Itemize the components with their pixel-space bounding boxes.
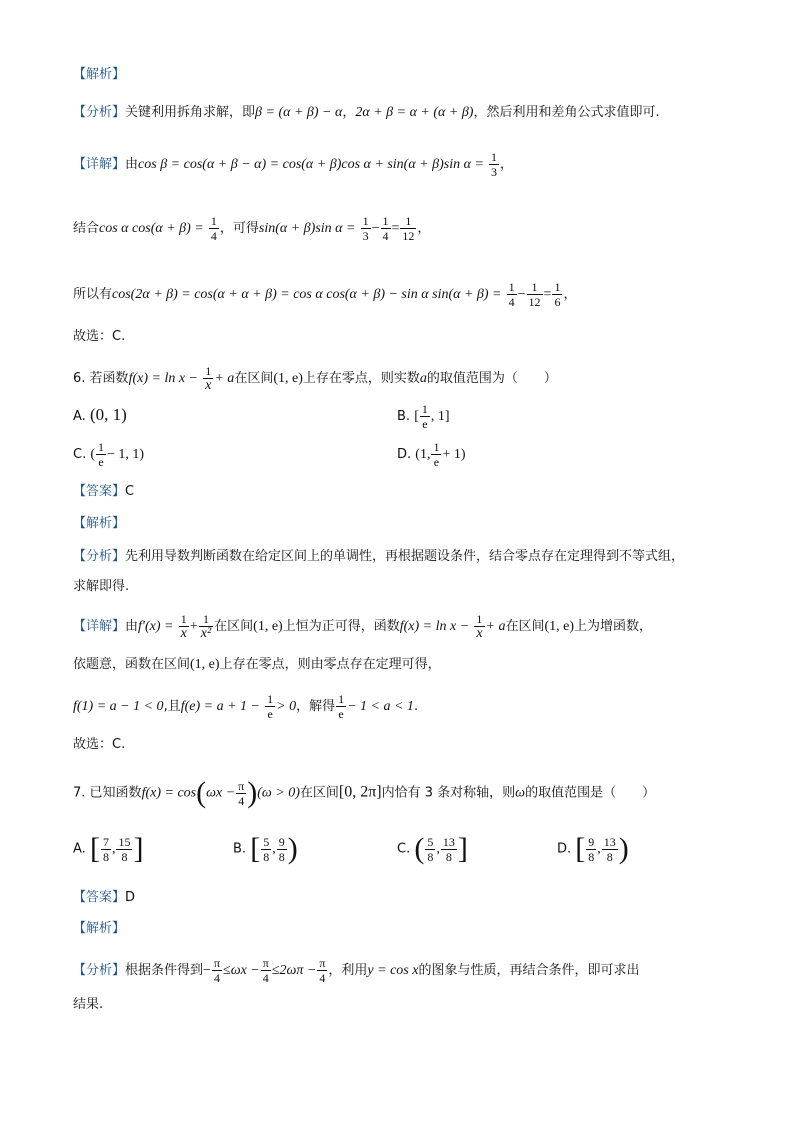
q7-analysis-line2: 结果. <box>73 997 104 1012</box>
q7-option-a: A. [ $\frac{7}{8}$ , $\frac{15}{8}$ ] <box>73 832 144 865</box>
q7-analysis-line1: 【分析】根据条件得到− $\frac{\pi}{4}$ ≤ωx − $\frac{\pi}{4}$ ≤2ωπ − $\frac{\pi}{4}$ ，利用y = cos x的图象与性质，再结合条件，即可求出 <box>73 956 640 985</box>
q6-option-a: A. (0, 1) <box>73 405 127 424</box>
q6-option-d: D. (1, $\frac{1}{e}$ + 1) <box>397 440 466 469</box>
q5-jiexi-tag: 【解析】 <box>73 67 126 82</box>
q7-stem: 7. 已知函数f(x) = cos(ωx − $\frac{\pi}{4}$ )(ω > 0)在区间[0, 2π]内恰有 3 条对称轴，则ω的取值范围是（ ） <box>73 776 656 809</box>
q7-jiexi-tag: 【解析】 <box>73 921 126 936</box>
q6-choose: 故选：C. <box>73 737 126 752</box>
q5-detail-line2: 结合cos α cos(α + β) = $\frac{1}{4}$ ，可得sin(α + β)sin α = $\frac{1}{3}$ − $\frac{1}{4}$ = $\frac{1}{12}$ ， <box>73 214 431 243</box>
q7-option-b: B. [ $\frac{5}{8}$ , $\frac{9}{8}$ ) <box>233 832 298 865</box>
q6-jiexi-tag: 【解析】 <box>73 516 126 531</box>
q6-stem: 6. 若函数f(x) = ln x − $\frac{1}{x}$ + a在区间(1, e)上存在零点，则实数a的取值范围为（ ） <box>73 364 557 393</box>
q5-detail-line3: 所以有cos(2α + β) = cos(α + α + β) = cos α cos(α + β) − sin α sin(α + β) = $\frac{1}{4}$ − $\frac{1}{12}$ = $\frac{1}{6}$ ， <box>73 280 577 309</box>
q7-option-d: D. [ $\frac{9}{8}$ , $\frac{13}{8}$ ) <box>557 832 629 865</box>
q6-answer: 【答案】C <box>73 484 135 499</box>
q6-detail-line3: f(1) = a − 1 < 0,且f(e) = a + 1 − $\frac{1}{e}$ > 0，解得 $\frac{1}{e}$ − 1 < a < 1. <box>73 692 419 721</box>
q6-option-c: C. ( $\frac{1}{e}$ − 1, 1) <box>73 440 145 469</box>
q7-option-c: C. ( $\frac{5}{8}$ , $\frac{13}{8}$ ] <box>397 832 468 865</box>
q6-detail-line1: 【详解】由f′(x) = $\frac{1}{x}$ + $\frac{1}{\text{x²}}$ 在区间(1, e)上恒为正可得，函数f(x) = ln x − $\frac{1}{x}$ + a在区间(1, e)上为增函数， <box>73 612 653 641</box>
q6-analysis-line1: 【分析】先利用导数判断函数在给定区间上的单调性，再根据题设条件，结合零点存在定理得到不等式组， <box>73 549 685 564</box>
q5-detail-line1: 【详解】由cos β = cos(α + β − α) = cos(α + β)cos α + sin(α + β)sin α = $\frac{1}{3}$ ， <box>73 150 514 179</box>
q6-detail-line2: 依题意，函数在区间(1, e)上存在零点，则由零点存在定理可得， <box>73 657 441 672</box>
q5-analysis: 【分析】关键利用拆角求解，即β = (α + β) − α，2α + β = α + (α + β)，然后利用和差角公式求值即可. <box>73 105 660 120</box>
q7-answer: 【答案】D <box>73 890 136 905</box>
q5-choose: 故选：C. <box>73 329 126 344</box>
q6-option-b: B. [ $\frac{1}{e}$ , 1] <box>397 402 450 431</box>
q6-analysis-line2: 求解即得. <box>73 579 130 594</box>
